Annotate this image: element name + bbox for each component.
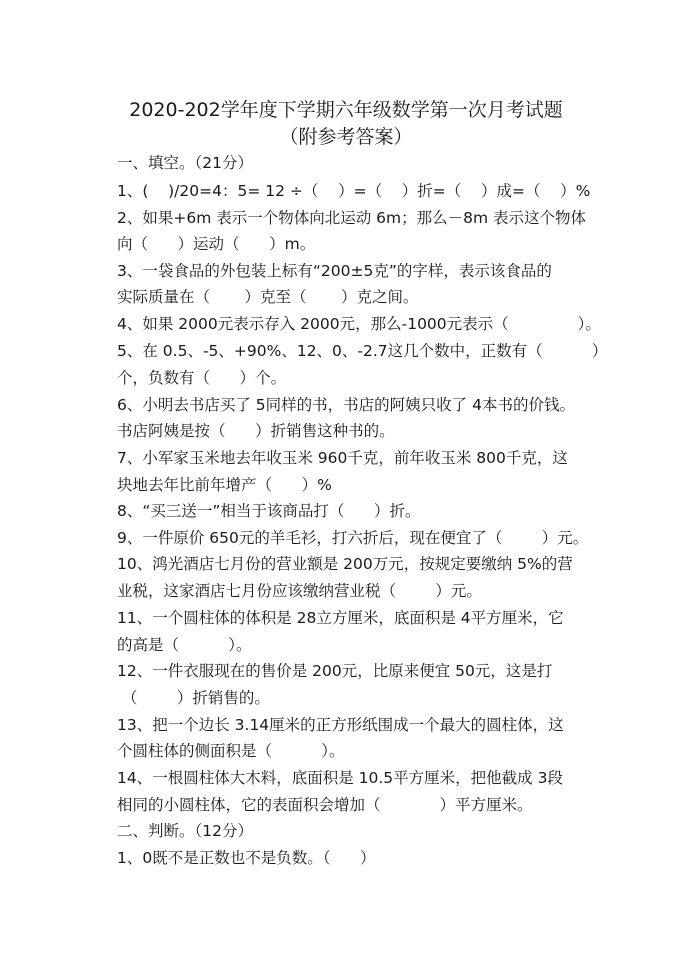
- question-line: 相同的小圆柱体，它的表面积会增加（ ）平方厘米。: [117, 796, 533, 814]
- question-line: 9、一件原价 650元的羊毛衫，打六折后，现在便宜了（ ）元。: [117, 529, 589, 547]
- question-line: （ ）折销售的。: [117, 689, 270, 707]
- question-line: 的高是（ ）。: [117, 636, 252, 654]
- question-line: 13、把一个边长 3.14厘米的正方形纸围成一个最大的圆柱体，这: [117, 716, 564, 734]
- question-line: 8、“买三送一”相当于该商品打（ ）折。: [117, 502, 421, 520]
- question-line: 业税，这家酒店七月份应该缴纳营业税（ ）元。: [117, 582, 482, 600]
- question-line: 5、在 0.5、-5、+90%、12、0、-2.7这几个数中，正数有（ ）: [117, 342, 608, 360]
- section-heading-judgment: 二、判断。（12分）: [117, 822, 253, 840]
- question-line: 7、小军家玉米地去年收玉米 960千克，前年收玉米 800千克，这: [117, 449, 568, 467]
- question-line: 块地去年比前年增产（ ）%: [117, 476, 332, 494]
- exam-subtitle: （附参考答案）: [279, 126, 413, 148]
- question-line: 11、一个圆柱体的体积是 28立方厘米，底面积是 4平方厘米，它: [117, 609, 564, 627]
- question-line: 2、如果+6m 表示一个物体向北运动 6m；那么－8m 表示这个物体: [117, 209, 587, 227]
- question-line: 10、鸿光酒店七月份的营业额是 200万元，按规定要缴纳 5%的营: [117, 555, 573, 573]
- section-heading-fill-blank: 一、填空。（21分）: [117, 154, 253, 172]
- question-line: 14、一根圆柱体大木料，底面积是 10.5平方厘米，把他截成 3段: [117, 769, 563, 787]
- question-line: 个圆柱体的侧面积是（ ）。: [117, 742, 345, 760]
- question-line: 4、如果 2000元表示存入 2000元，那么-1000元表示（ ）。: [117, 315, 601, 333]
- question-line: 向（ ）运动（ ）m。: [117, 235, 316, 253]
- question-line: 1、0既不是正数也不是负数。（ ）: [117, 849, 376, 867]
- question-line: 6、小明去书店买了 5同样的书，书店的阿姨只收了 4本书的价钱。: [117, 396, 575, 414]
- question-line: 个，负数有（ ）个。: [117, 369, 287, 387]
- exam-title: 2020-202学年度下学期六年级数学第一次月考试题: [129, 99, 563, 121]
- question-line: 书店阿姨是按（ ）折销售这种书的。: [117, 422, 395, 440]
- question-line: 12、一件衣服现在的售价是 200元，比原来便宜 50元，这是打: [117, 662, 553, 680]
- question-line: 3、一袋食品的外包装上标有“200±5克”的字样，表示该食品的: [117, 262, 552, 280]
- question-line: 1、( )/20=4：5= 12 ÷（ ）=（ ）折=（ ）成=（ ）%: [117, 182, 591, 200]
- question-line: 实际质量在（ ）克至（ ）克之间。: [117, 288, 419, 306]
